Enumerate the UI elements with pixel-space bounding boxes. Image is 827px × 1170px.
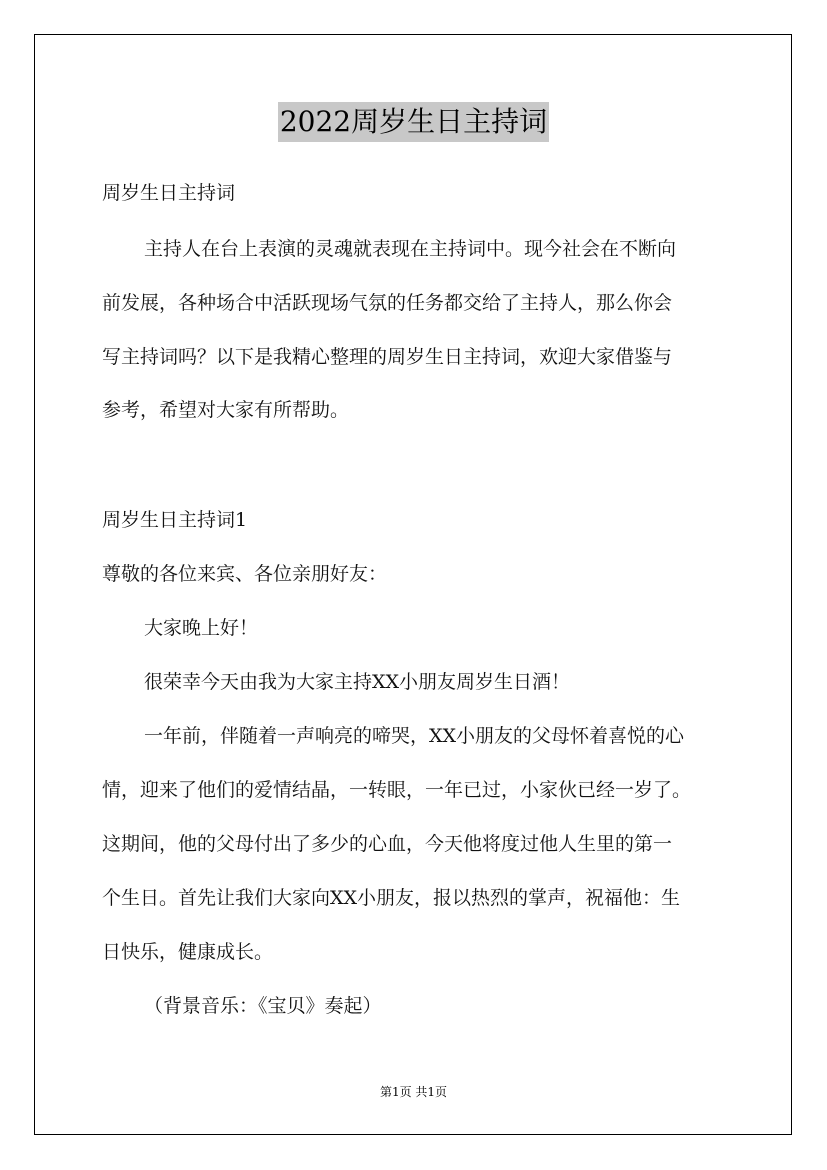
paragraph-line: 尊敬的各位来宾、各位亲朋好友： — [102, 563, 388, 585]
paragraph-line: 情，迎来了他们的爱情结晶，一转眼，一年已过，小家伙已经一岁了。 — [102, 779, 692, 801]
paragraph-line: 个生日。首先让我们大家向XX小朋友，报以热烈的掌声，祝福他：生 — [102, 887, 681, 909]
paragraph-line: （背景音乐：《宝贝》奏起） — [144, 995, 382, 1017]
paragraph-line: 大家晚上好！ — [144, 617, 259, 639]
document-title: 2022周岁生日主持词 — [278, 102, 549, 142]
paragraph-line: 一年前，伴随着一声响亮的啼哭，XX小朋友的父母怀着喜悦的心 — [144, 725, 685, 747]
paragraph-line: 主持人在台上表演的灵魂就表现在主持词中。现今社会在不断向 — [144, 238, 677, 260]
paragraph-line: 前发展，各种场合中活跃现场气氛的任务都交给了主持人，那么你会 — [102, 292, 673, 314]
page-footer: 第1页 共1页 — [379, 1085, 448, 1099]
section-heading: 周岁生日主持词1 — [102, 509, 248, 531]
section-heading: 周岁生日主持词 — [102, 182, 236, 204]
paragraph-line: 参考，希望对大家有所帮助。 — [102, 399, 350, 421]
title-container — [0, 102, 827, 142]
paragraph-line: 写主持词吗？以下是我精心整理的周岁生日主持词，欢迎大家借鉴与 — [102, 346, 673, 368]
paragraph-line: 日快乐，健康成长。 — [102, 941, 274, 963]
paragraph-line: 很荣幸今天由我为大家主持XX小朋友周岁生日酒！ — [144, 671, 571, 693]
paragraph-line: 这期间，他的父母付出了多少的心血，今天他将度过他人生里的第一 — [102, 833, 673, 855]
